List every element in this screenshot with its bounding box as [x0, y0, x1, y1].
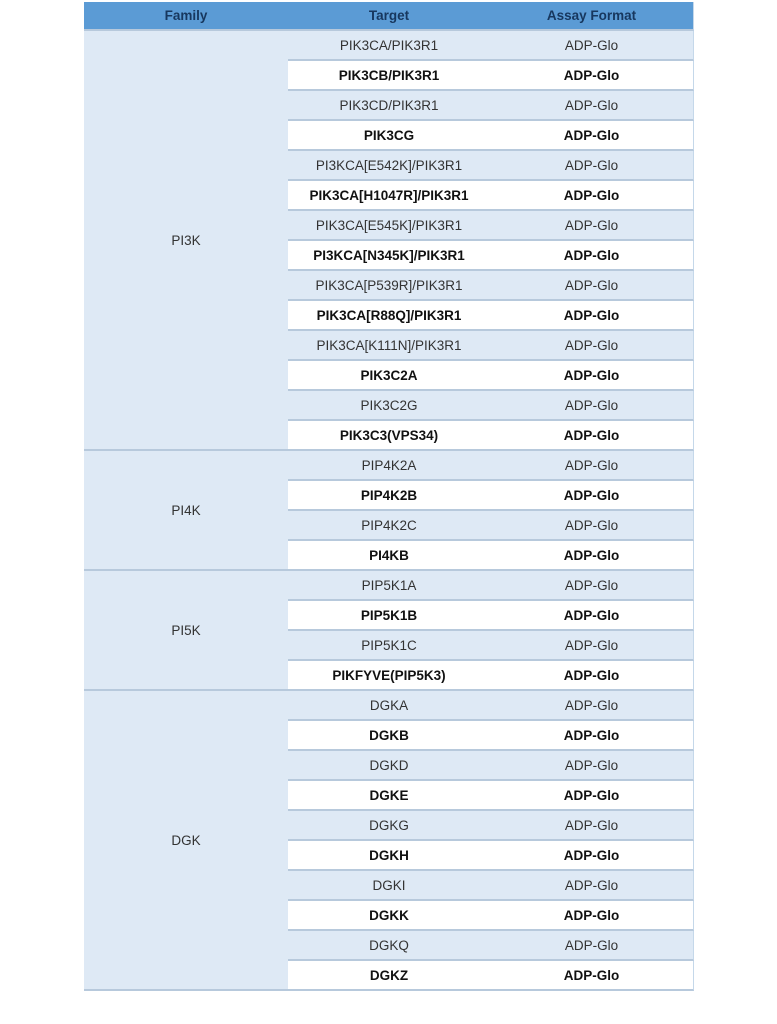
table-header-row — [84, 2, 694, 31]
assay-format-cell: ADP-Glo — [490, 571, 694, 601]
assay-format-cell: ADP-Glo — [490, 361, 694, 391]
assay-format-cell: ADP-Glo — [490, 391, 694, 421]
assay-format-cell: ADP-Glo — [490, 91, 694, 121]
target-cell: PIK3CA[K111N]/PIK3R1 — [288, 331, 490, 361]
table-row — [84, 31, 694, 61]
assay-format-cell: ADP-Glo — [490, 61, 694, 91]
assay-format-cell: ADP-Glo — [490, 721, 694, 751]
assay-format-cell: ADP-Glo — [490, 301, 694, 331]
assay-format-cell: ADP-Glo — [490, 211, 694, 241]
target-cell: PIP5K1B — [288, 601, 490, 631]
assay-format-cell: ADP-Glo — [490, 451, 694, 481]
assay-format-cell: ADP-Glo — [490, 181, 694, 211]
target-cell: DGKE — [288, 781, 490, 811]
assay-format-cell: ADP-Glo — [490, 781, 694, 811]
assay-format-cell: ADP-Glo — [490, 481, 694, 511]
assay-format-cell: ADP-Glo — [490, 631, 694, 661]
header-assay-format: Assay Format — [490, 2, 694, 31]
assay-format-cell: ADP-Glo — [490, 691, 694, 721]
target-cell: PIKFYVE(PIP5K3) — [288, 661, 490, 691]
assay-format-cell: ADP-Glo — [490, 331, 694, 361]
header-family: Family — [84, 2, 288, 31]
assay-format-cell: ADP-Glo — [490, 241, 694, 271]
assay-format-cell: ADP-Glo — [490, 121, 694, 151]
target-cell: DGKI — [288, 871, 490, 901]
target-cell: DGKK — [288, 901, 490, 931]
table-row — [84, 691, 694, 721]
assay-format-cell: ADP-Glo — [490, 661, 694, 691]
assay-format-cell: ADP-Glo — [490, 871, 694, 901]
target-cell: PIP5K1C — [288, 631, 490, 661]
assay-format-cell: ADP-Glo — [490, 811, 694, 841]
target-cell: DGKA — [288, 691, 490, 721]
assay-format-cell: ADP-Glo — [490, 541, 694, 571]
assay-format-cell: ADP-Glo — [490, 961, 694, 991]
target-cell: DGKG — [288, 811, 490, 841]
target-cell: PIK3CA[H1047R]/PIK3R1 — [288, 181, 490, 211]
target-cell: PIP4K2A — [288, 451, 490, 481]
target-cell: DGKH — [288, 841, 490, 871]
assay-format-cell: ADP-Glo — [490, 511, 694, 541]
table-row — [84, 451, 694, 481]
target-cell: DGKB — [288, 721, 490, 751]
family-cell: PI5K — [84, 571, 288, 691]
target-cell: PIK3CG — [288, 121, 490, 151]
assay-format-cell: ADP-Glo — [490, 841, 694, 871]
assay-format-cell: ADP-Glo — [490, 901, 694, 931]
family-cell: PI3K — [84, 31, 288, 451]
assay-format-table-container — [84, 2, 694, 991]
assay-format-table — [84, 2, 694, 991]
assay-format-cell: ADP-Glo — [490, 31, 694, 61]
assay-format-cell: ADP-Glo — [490, 151, 694, 181]
target-cell: PI4KB — [288, 541, 490, 571]
target-cell: PIK3C2A — [288, 361, 490, 391]
target-cell: PIP4K2B — [288, 481, 490, 511]
target-cell: PIK3CA[R88Q]/PIK3R1 — [288, 301, 490, 331]
target-cell: PIK3CD/PIK3R1 — [288, 91, 490, 121]
family-cell: PI4K — [84, 451, 288, 571]
target-cell: PIK3C2G — [288, 391, 490, 421]
target-cell: PI3KCA[E542K]/PIK3R1 — [288, 151, 490, 181]
assay-format-cell: ADP-Glo — [490, 931, 694, 961]
target-cell: PIK3CA[P539R]/PIK3R1 — [288, 271, 490, 301]
target-cell: PIK3CA[E545K]/PIK3R1 — [288, 211, 490, 241]
target-cell: DGKQ — [288, 931, 490, 961]
target-cell: PIK3CB/PIK3R1 — [288, 61, 490, 91]
target-cell: DGKZ — [288, 961, 490, 991]
target-cell: DGKD — [288, 751, 490, 781]
table-body — [84, 31, 694, 991]
family-cell: DGK — [84, 691, 288, 991]
assay-format-cell: ADP-Glo — [490, 751, 694, 781]
target-cell: PIK3C3(VPS34) — [288, 421, 490, 451]
table-row — [84, 571, 694, 601]
assay-format-cell: ADP-Glo — [490, 271, 694, 301]
target-cell: PIK3CA/PIK3R1 — [288, 31, 490, 61]
assay-format-cell: ADP-Glo — [490, 421, 694, 451]
target-cell: PIP5K1A — [288, 571, 490, 601]
target-cell: PI3KCA[N345K]/PIK3R1 — [288, 241, 490, 271]
target-cell: PIP4K2C — [288, 511, 490, 541]
header-target: Target — [288, 2, 490, 31]
assay-format-cell: ADP-Glo — [490, 601, 694, 631]
